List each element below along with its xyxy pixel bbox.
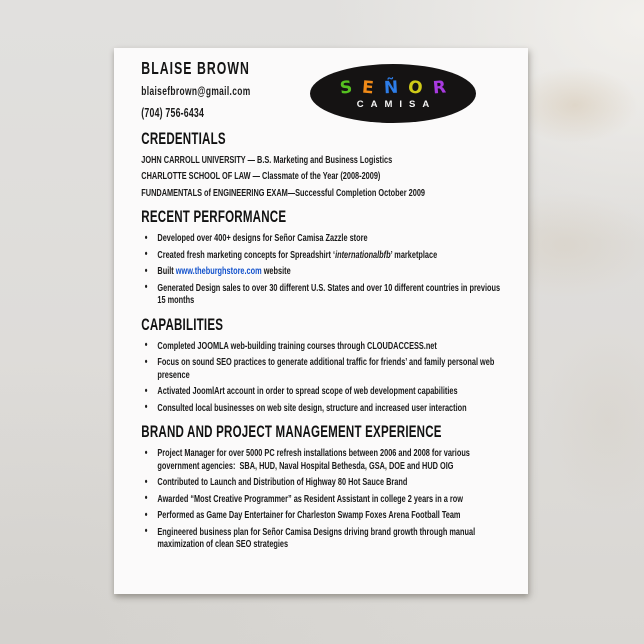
logo-text-camisa: CAMISA — [356, 98, 437, 110]
bullet-text: Completed JOOMLA web-building training courses through CLOUDACCESS.net — [157, 339, 437, 352]
bullet-item — [141, 356, 505, 381]
bullet-item — [141, 282, 505, 307]
bullet-text-pre: Built — [157, 265, 176, 277]
logo-letter-r: R — [431, 76, 447, 99]
resume-postcard — [114, 48, 528, 594]
credential-line: FUNDAMENTALS of ENGINEERING EXAM—Successful Completion October 2009 — [141, 186, 425, 199]
bullet-text: Engineered business plan for Señor Camisa Designs driving brand growth through manual maximization of clean SEO strategies — [157, 525, 476, 550]
logo-letter-e: E — [361, 77, 375, 98]
credential-line: CHARLOTTE SCHOOL OF LAW — Classmate of the Year (2008-2009) — [141, 170, 381, 182]
bullet-text: Generated Design sales to over 30 different U.S. States and over 10 different countries in previous 15 months — [157, 281, 501, 306]
section-heading-capabilities: CAPABILITIES — [141, 315, 224, 334]
bullet-item — [141, 232, 505, 245]
bullet-item — [141, 249, 505, 262]
bullet-text-post: website — [261, 265, 291, 277]
bullet-text: Developed over 400+ designs for Señor Camisa Zazzle store — [157, 232, 368, 244]
bullet-text: Contributed to Launch and Distribution of Highway 80 Hot Sauce Brand — [157, 476, 408, 488]
logo-letter-s: S — [338, 76, 354, 99]
bullet-item — [141, 385, 505, 398]
bullet-item — [141, 476, 505, 489]
bullet-item — [141, 493, 505, 506]
logo-letter-o: O — [407, 76, 424, 99]
resume-content — [114, 48, 517, 555]
brand-experience-list — [141, 447, 505, 551]
bullet-item — [141, 340, 505, 353]
bullet-item — [141, 402, 505, 415]
bullet-text: Activated JoomlArt account in order to spread scope of web development capabilities — [157, 385, 458, 397]
bullet-item — [141, 526, 505, 551]
capabilities-list — [141, 340, 505, 415]
bullet-text-post: ’ marketplace — [390, 248, 438, 261]
credential-line: JOHN CARROLL UNIVERSITY — B.S. Marketing and Business Logistics — [141, 153, 393, 166]
email-text: blaisefbrown@gmail.com — [141, 84, 251, 98]
bullet-item — [141, 265, 505, 278]
section-heading-recent-performance: RECENT PERFORMANCE — [141, 208, 287, 226]
bullet-text: Consulted local businesses on web site design, structure and increased user interaction — [157, 401, 467, 414]
bullet-text: Focus on sound SEO practices to generate additional traffic for friends’ and family personal web presence — [157, 356, 495, 381]
marketplace-name-italic: internationalbfb — [335, 248, 391, 261]
bullet-item — [141, 509, 505, 522]
bullet-text-pre: Created fresh marketing concepts for Spreadshirt ‘ — [157, 248, 336, 261]
section-heading-brand-experience: BRAND AND PROJECT MANAGEMENT EXPERIENCE — [141, 423, 442, 441]
section-heading-credentials: CREDENTIALS — [141, 129, 226, 148]
person-name: BLAISE BROWN — [141, 58, 250, 78]
bullet-item — [141, 447, 505, 472]
recent-performance-list — [141, 232, 505, 307]
bullet-text: Performed as Game Day Entertainer for Charleston Swamp Foxes Arena Football Team — [157, 509, 461, 521]
theburghstore-link[interactable]: www.theburghstore.com — [175, 265, 262, 277]
bullet-text: Project Manager for over 5000 PC refresh installations between 2006 and 2008 for various government agencies: SBA, HUD, Naval Hospital Bethesda, GSA, DOE and HUD OIG — [157, 447, 470, 472]
logo-letter-n-tilde: Ñ — [383, 77, 399, 98]
phone-text: (704) 756-6434 — [141, 106, 205, 120]
bullet-text: Awarded “Most Creative Programmer” as Resident Assistant in college 2 years in a row — [157, 492, 463, 505]
